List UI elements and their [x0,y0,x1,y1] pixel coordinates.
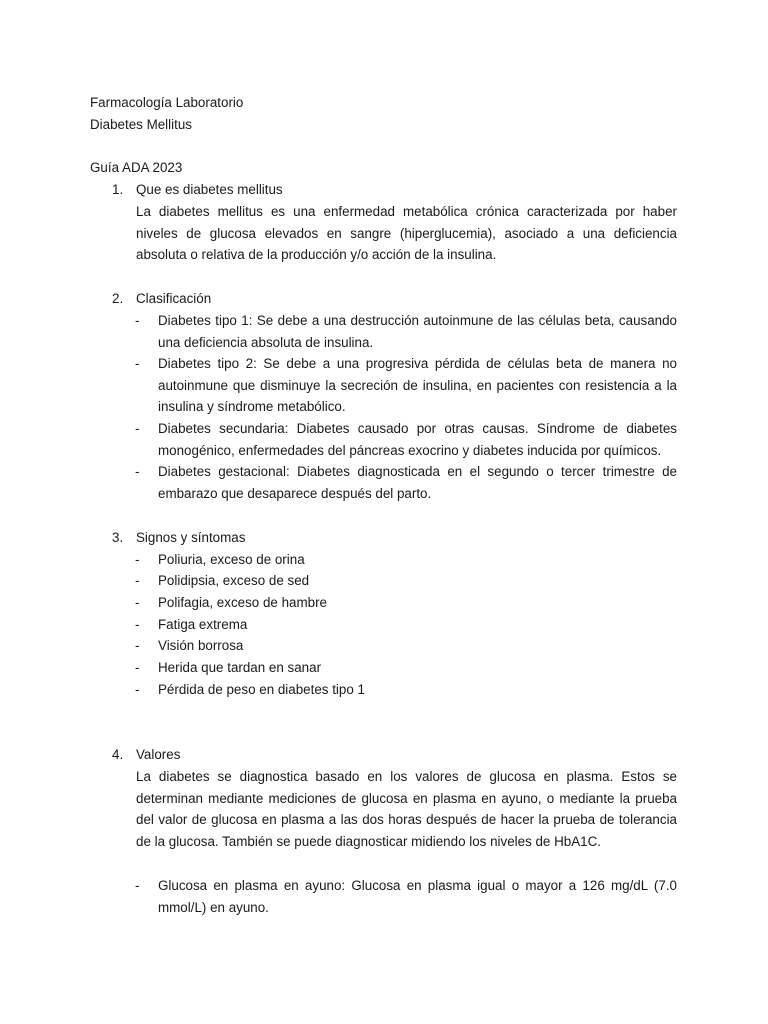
course-title: Farmacología Laboratorio [90,95,244,110]
section-heading: Signos y síntomas [136,530,246,545]
bullet-dash: - [135,660,140,675]
section-number: 4. [112,747,124,762]
section-number: 2. [112,291,124,306]
list-item: Diabetes secundaria: Diabetes causado por otras causas. Síndrome de diabetes monogénico, enfermedades del páncreas exocrino y diabetes inducida por químicos. [158,421,677,458]
list-item: Glucosa en plasma en ayuno: Glucosa en plasma igual o mayor a 126 mg/dL (7.0 mmol/L) en ayuno. [158,878,677,915]
list-item: Visión borrosa [158,638,244,653]
section-heading: Clasificación [136,291,212,306]
bullet-dash: - [135,356,140,371]
bullet-dash: - [135,638,140,653]
guide-title: Guía ADA 2023 [90,160,183,175]
list-item: Pérdida de peso en diabetes tipo 1 [158,682,365,697]
section-number: 3. [112,530,124,545]
section-paragraph: La diabetes mellitus es una enfermedad metabólica crónica caracterizada por haber niveles de glucosa elevados en sangre (hiperglucemia), asociado a una deficiencia absoluta o relativa de la producción y/o acción de la insulina. [136,204,677,263]
bullet-dash: - [135,313,140,328]
list-item: Diabetes tipo 1: Se debe a una destrucción autoinmune de las células beta, causando una deficiencia absoluta de insulina. [158,313,677,350]
list-item: Herida que tardan en sanar [158,660,322,675]
list-item: Diabetes tipo 2: Se debe a una progresiva pérdida de células beta de manera no autoinmune que disminuye la secreción de insulina, en pacientes con resistencia a la insulina y síndrome metabólico. [158,356,677,415]
section-paragraph: La diabetes se diagnostica basado en los valores de glucosa en plasma. Estos se determinan mediante mediciones de glucosa en plasma en ayuno, o mediante la prueba del valor de glucosa en plasma a las dos horas después de hacer la prueba de tolerancia de la glucosa. También se puede diagnosticar midiendo los niveles de HbA1C. [136,769,677,850]
bullet-dash: - [135,573,140,588]
list-item: Poliuria, exceso de orina [158,552,305,567]
bullet-dash: - [135,682,140,697]
bullet-dash: - [135,617,140,632]
list-item: Diabetes gestacional: Diabetes diagnosticada en el segundo o tercer trimestre de embarazo que desaparece después del parto. [158,464,677,501]
bullet-dash: - [135,552,140,567]
section-heading: Valores [136,747,181,762]
list-item: Fatiga extrema [158,617,248,632]
bullet-dash: - [135,595,140,610]
list-item: Polifagia, exceso de hambre [158,595,327,610]
bullet-dash: - [135,464,140,479]
section-number: 1. [112,182,124,197]
bullet-dash: - [135,878,140,893]
topic-title: Diabetes Mellitus [90,117,192,132]
list-item: Polidipsia, exceso de sed [158,573,310,588]
bullet-dash: - [135,421,140,436]
section-heading: Que es diabetes mellitus [136,182,283,197]
